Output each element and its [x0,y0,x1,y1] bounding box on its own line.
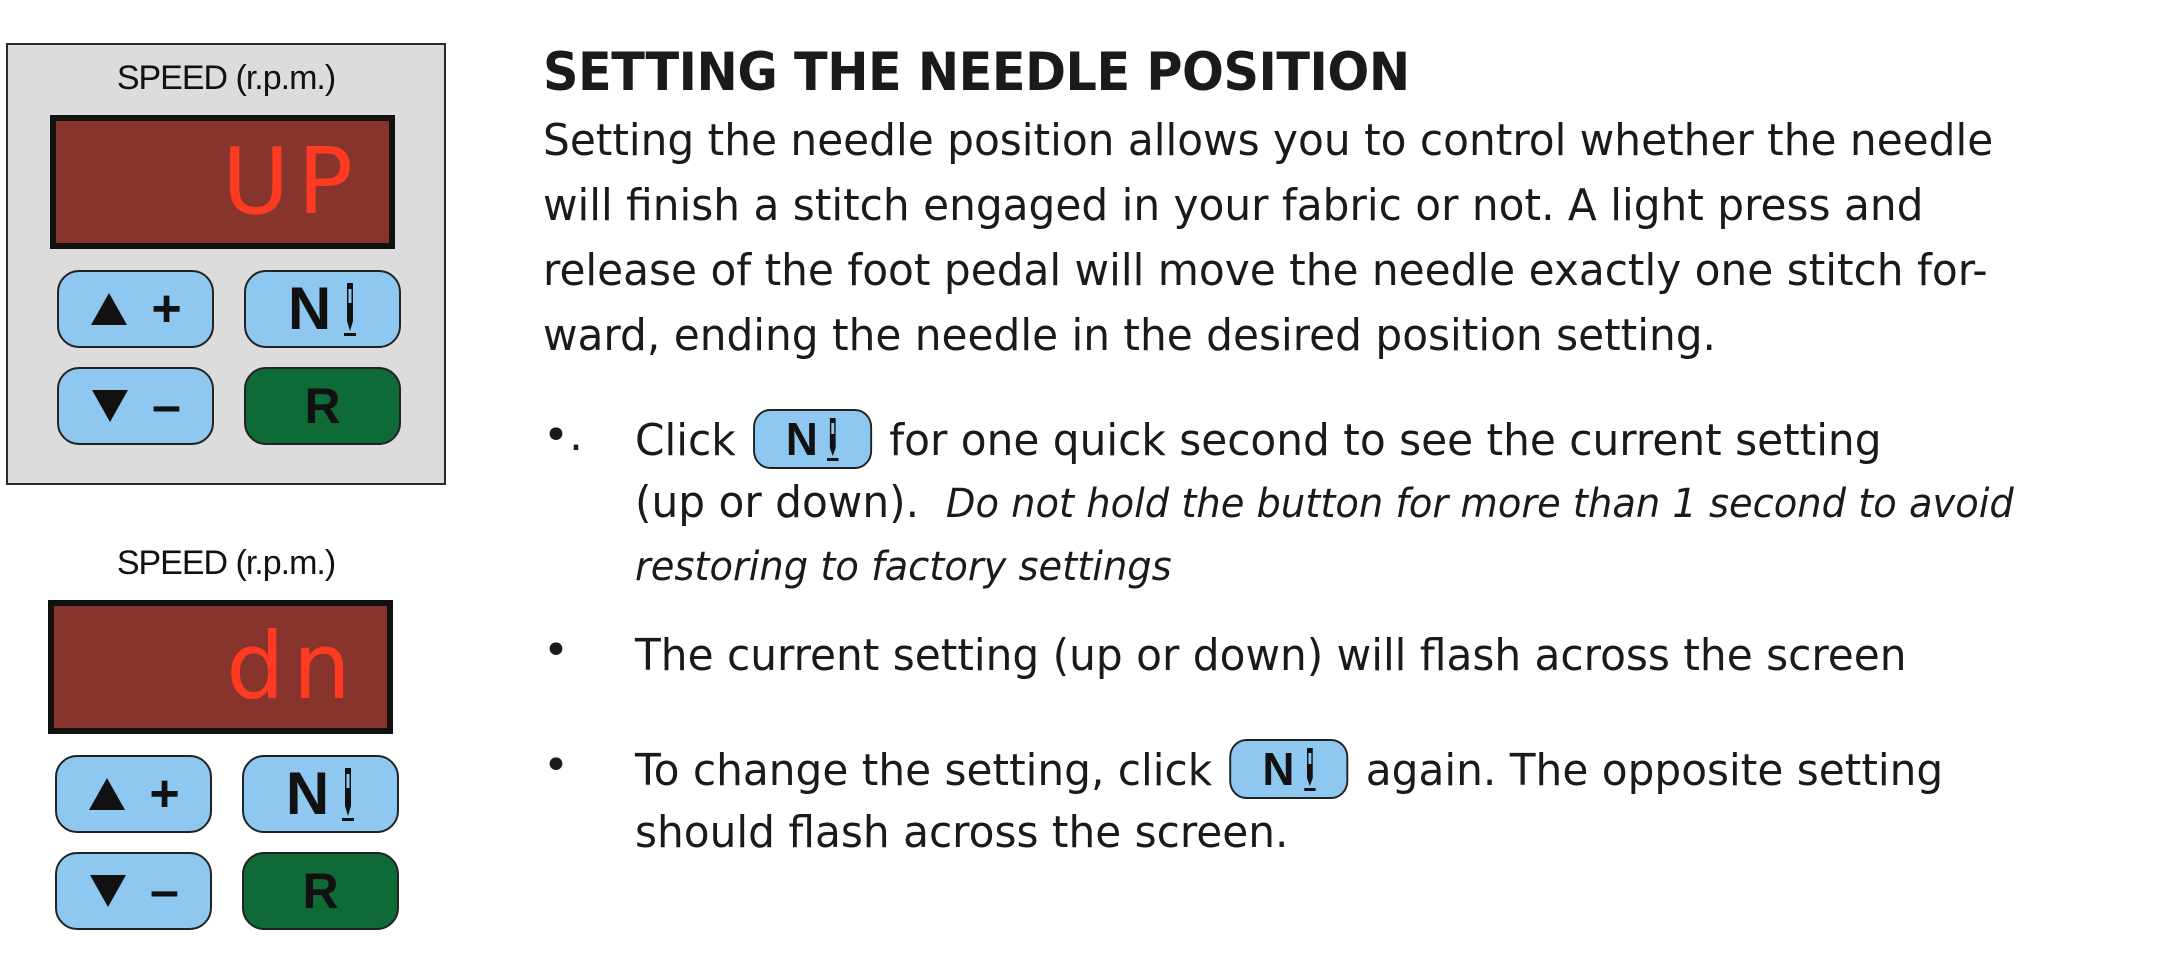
plus-label: + [151,280,182,338]
needle-button-label: N [785,413,818,465]
control-panel-up [6,43,446,485]
bullet-text: The current setting (up or down) will flash across the screen [635,630,1907,681]
up-plus-button[interactable] [57,270,214,348]
up-triangle-icon [89,291,129,327]
plus-label: + [149,765,180,823]
intro-line: release of the foot pedal will move the needle exactly one stitch for- [543,245,1988,296]
speed-label: SPEED (r.p.m.) [116,59,336,97]
reset-button[interactable] [244,367,401,445]
needle-position-button[interactable] [242,755,399,833]
bullet-text: again. The opposite setting [1365,745,1944,796]
intro-line: will finish a stitch engaged in your fabric or not. A light press and [543,180,1924,231]
warning-text: Do not hold the button for more than 1 second to avoid [945,481,2014,527]
led-display [48,600,393,734]
bullet-text: for one quick second to see the current setting [889,415,1882,466]
intro-line: ward, ending the needle in the desired position setting. [543,310,1716,361]
instructions [543,40,2173,368]
needle-position-button[interactable] [244,270,401,348]
display-readout: dn [226,613,359,720]
page-title: SETTING THE NEEDLE POSITION [543,42,1410,103]
intro-line: Setting the needle position allows you to control whether the needle [543,115,1994,166]
needle-button-inline [753,409,872,469]
bullet-text: Click [635,415,736,466]
down-triangle-icon [88,873,128,909]
bullet-text: To change the setting, click [635,745,1213,796]
sewing-needle-icon [341,766,355,822]
warning-text: restoring to factory settings [635,544,1172,590]
bullet-text: (up or down). [635,477,920,528]
display-readout: UP [222,128,361,235]
led-display [50,115,395,249]
sewing-needle-icon [1304,746,1316,792]
sewing-needle-icon [343,281,357,337]
minus-label: – [152,377,181,435]
up-plus-button[interactable] [55,755,212,833]
speed-label: SPEED (r.p.m.) [116,544,336,582]
intro-paragraph [543,108,2079,368]
needle-button-inline [1229,739,1348,799]
needle-button-label: N [1262,743,1295,795]
sewing-needle-icon [827,416,839,462]
reset-button[interactable] [242,852,399,930]
control-panel-down [6,530,446,950]
reset-button-label: R [302,863,339,919]
needle-button-label: N [287,275,332,342]
bullet-marker: •. [543,410,583,461]
bullet-text: should flash across the screen. [635,807,1289,858]
needle-button-label: N [285,760,330,827]
bullet-marker: • [543,740,569,791]
minus-label: – [150,862,179,920]
down-minus-button[interactable] [55,852,212,930]
bullet-marker: • [543,625,569,676]
down-triangle-icon [90,388,130,424]
reset-button-label: R [304,378,341,434]
up-triangle-icon [87,776,127,812]
down-minus-button[interactable] [57,367,214,445]
